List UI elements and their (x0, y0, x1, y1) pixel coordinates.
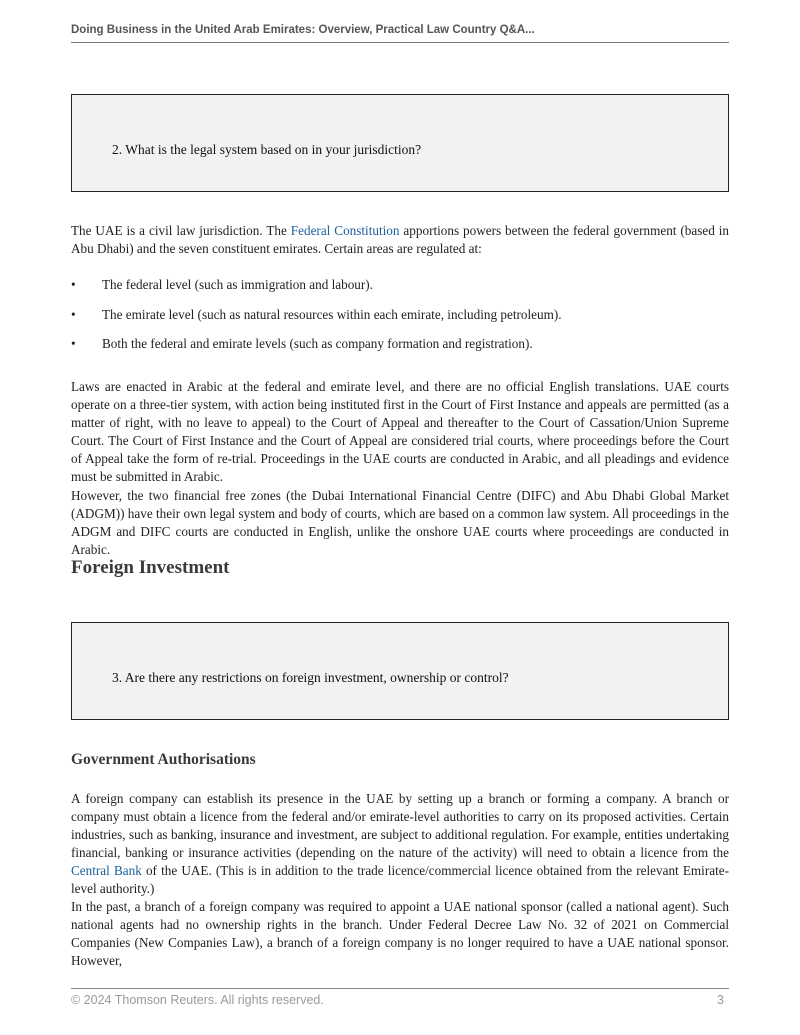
bullet-text: The federal level (such as immigration and labour). (102, 277, 373, 292)
page-number: 3 (717, 993, 724, 1007)
paragraph-courts: Laws are enacted in Arabic at the federal and emirate level, and there are no official English translations. UAE courts operate on a three-tier system, with action being instituted first in the Court of First Instance and appeals are permitted (as a matter of right, with no leave to appeal) to the Court of Appeal and thereafter to the Court of Cassation/Union Supreme Court. The Court of First Instance and the Court of Appeal are considered trial courts, where proceedings before the Court of Appeal take the form of re-trial. Proceedings in the UAE courts are conducted in Arabic, and all pleadings and evidence must be submitted in Arabic. (71, 379, 729, 484)
bullet-dot: • (71, 336, 76, 351)
bullet-dot: • (71, 307, 76, 322)
paragraph-national-agent: In the past, a branch of a foreign company was required to appoint a UAE national sponsor (called a national agent). Such national agents had no ownership rights in the branch. Under Federal Decree Law No. 32 of 2021 on Commercial Companies (New Companies Law), a branch of a foreign company is no longer required to have a UAE national sponsor. However, (71, 899, 729, 968)
question-box-3 (71, 622, 729, 720)
bullet-text: The emirate level (such as natural resources within each emirate, including petroleum). (102, 307, 562, 322)
copyright-text: © 2024 Thomson Reuters. All rights reserved. (71, 993, 324, 1007)
paragraph-free-zones: However, the two financial free zones (the Dubai International Financial Centre (DIFC) and Abu Dhabi Global Market (ADGM)) have their own legal system and body of courts, which are based on a common law system. All proceedings in the ADGM and DIFC courts are conducted in English, unlike the onshore UAE courts where proceedings are conducted in Arabic. (71, 488, 729, 557)
page-footer (71, 988, 729, 1007)
paragraph-text: of the UAE. (This is in addition to the trade licence/commercial licence obtained from the relevant Emirate-level authority.) (71, 863, 729, 896)
subheading-government-authorisations: Government Authorisations (71, 751, 256, 768)
paragraph-text: apportions powers between the federal government (based in Abu Dhabi) and the seven constituent emirates. Certain areas are regulated at: (71, 223, 729, 256)
question-3-text: 3. Are there any restrictions on foreign investment, ownership or control? (112, 670, 509, 685)
paragraph-text: The UAE is a civil law jurisdiction. The (71, 223, 291, 238)
question-box-2 (71, 94, 729, 192)
central-bank-link[interactable]: Central Bank (71, 863, 142, 878)
paragraph-text: A foreign company can establish its presence in the UAE by setting up a branch or forming a company. A branch or company must obtain a licence from the federal and/or emirate-level authorities to carry on its proposed activities. Certain industries, such as banking, insurance and investment, are subject to additional regulation. For example, entities undertaking financial, banking or insurance activities (depending on the nature of the activity) will need to obtain a licence from the (71, 791, 729, 860)
page-header: Doing Business in the United Arab Emirates: Overview, Practical Law Country Q&A... (71, 24, 729, 43)
bullet-dot: • (71, 277, 76, 292)
bullet-text: Both the federal and emirate levels (such as company formation and registration). (102, 336, 533, 351)
section-heading-foreign-investment: Foreign Investment (71, 557, 230, 578)
paragraph-authorisations (71, 790, 729, 898)
federal-constitution-link[interactable]: Federal Constitution (290, 223, 400, 238)
question-2-text: 2. What is the legal system based on in your jurisdiction? (112, 142, 422, 157)
paragraph-legal-system (71, 222, 729, 258)
